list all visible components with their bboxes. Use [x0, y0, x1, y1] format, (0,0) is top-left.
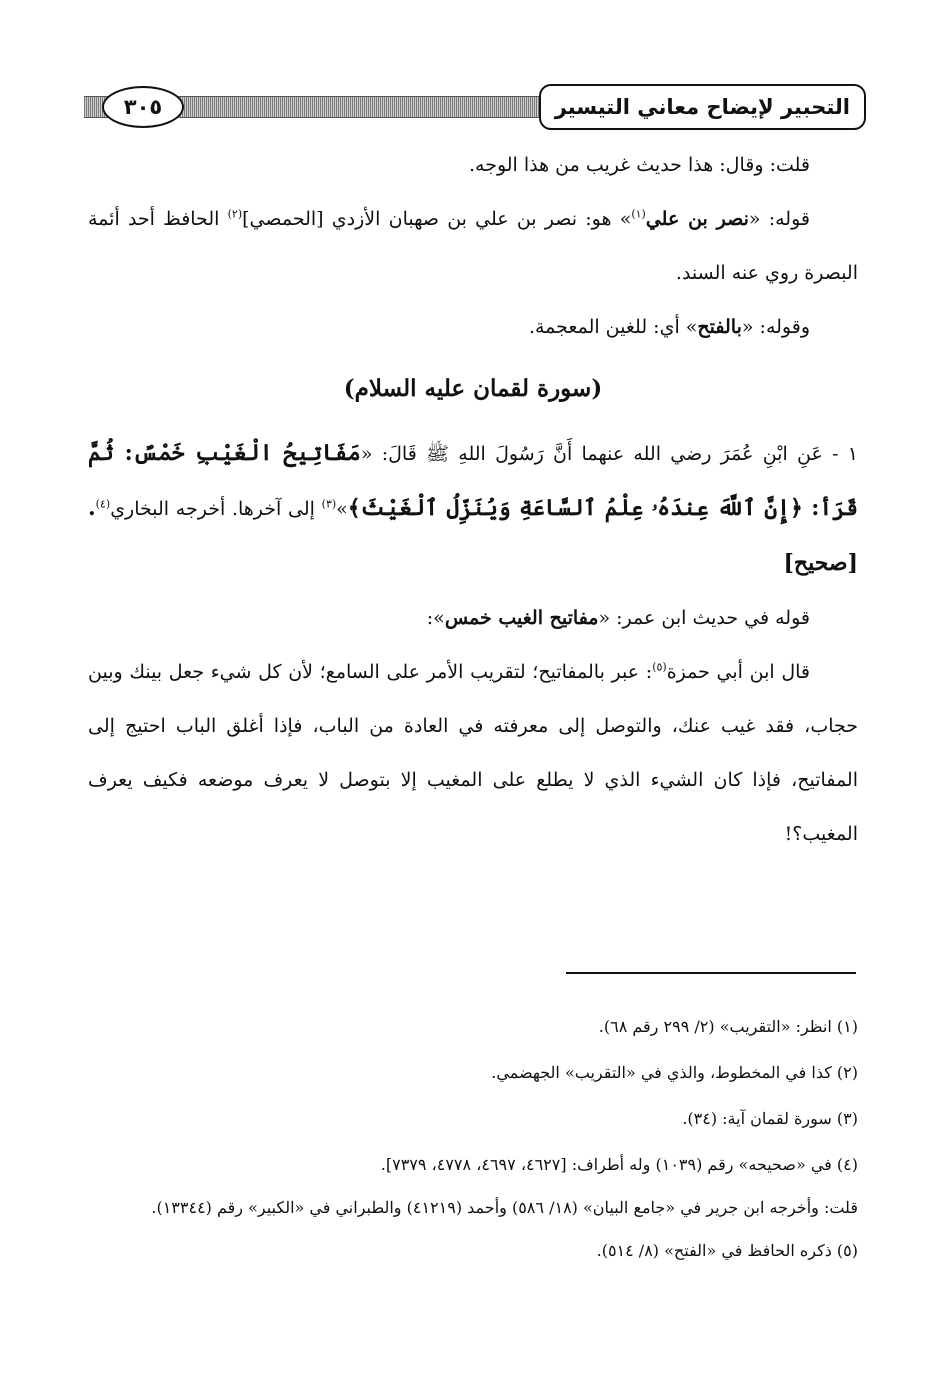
hadith-source: إلى آخرها. أخرجه البخاري [110, 498, 322, 520]
footnote-1: (١) انظر: «التقريب» (٢/ ٢٩٩ رقم ٦٨). [598, 1017, 858, 1036]
footnote-separator [566, 972, 856, 974]
hadith-grade: . [صحيح] [88, 495, 858, 576]
paragraph-2-mid: » هو: نصر بن علي بن صهبان الأزدي [الحمصي] [242, 208, 632, 230]
page-number: ٣٠٥ [102, 86, 184, 128]
paragraph-2-lead: قوله: « [748, 208, 810, 230]
running-header [84, 86, 866, 132]
hadith-close-quote: » [336, 498, 348, 520]
footnote-ref-3[interactable]: (٣) [321, 497, 337, 511]
paragraph-5-lead: قوله في حديث ابن عمر: « [598, 607, 810, 629]
footnote-3: (٣) سورة لقمان آية: (٣٤). [682, 1109, 858, 1128]
paragraph-2-tail: الحافظ أحد أئمة البصرة روي عنه السند. [88, 208, 858, 284]
footnote-5: (٥) ذكره الحافظ في «الفتح» (٨/ ٥١٤). [596, 1241, 858, 1260]
footnotes [88, 1004, 858, 1274]
paragraph-1-text: قلت: وقال: هذا حديث غريب من هذا الوجه. [468, 154, 810, 176]
paragraph-3-tail: » أي: للغين المعجمة. [528, 316, 698, 338]
paragraph-6-text: : عبر بالمفاتيح؛ لتقريب الأمر على السامع؛ لأن كل شيء جعل بينك وبين حجاب، فقد غيب عنك، والتوصل إلى معرفته في العادة من الباب، فإذا أغلق الباب احتيج إلى المفاتيح، فإذا كان الشيء الذي لا يطلع على المغيب إلا بتوصل لا يعرف موضعه فكيف يعرف المغيب؟! [88, 661, 858, 845]
paragraph-2 [88, 192, 858, 300]
paragraph-3-lead: وقوله: « [741, 316, 810, 338]
paragraph-3-term: بالفتح [697, 316, 742, 338]
paragraph-5 [88, 591, 858, 645]
hadith-matn: مَفَاتِيحُ الْغَيْبِ خَمْسٌ: ثُمَّ قَرَأ: ﴿إِنَّ ٱللَّهَ عِندَهُۥ عِلْمُ ٱلسَّاعَةِ وَيُنَزِّلُ ٱلْغَيْثَ﴾ [88, 440, 858, 521]
paragraph-3 [88, 300, 858, 354]
footnote-ref-2[interactable]: (٢) [227, 207, 243, 221]
paragraph-6 [88, 645, 858, 861]
hadith-lead: ١ - عَنِ ابْنِ عُمَرَ رضي الله عنهما أَنَّ رَسُولَ اللهِ ﷺ قَالَ: « [360, 443, 858, 465]
paragraph-6-lead: قال ابن أبي حمزة [666, 661, 810, 683]
surah-heading: (سورة لقمان عليه السلام) [343, 375, 603, 402]
paragraph-1 [88, 138, 858, 192]
footnote-4: (٤) في «صحيحه» رقم (١٠٣٩) وله أطراف: [٤٦٢٧، ٤٦٩٧، ٤٧٧٨، ٧٣٧٩]. [380, 1155, 858, 1174]
footnote-ref-5[interactable]: (٥) [652, 660, 667, 674]
book-title: التحبير لإيضاح معاني التيسير [539, 84, 866, 130]
footnote-ref-4[interactable]: (٤) [95, 497, 111, 511]
paragraph-5-tail: »: [426, 607, 445, 629]
paragraph-5-term: مفاتيح الغيب خمس [444, 607, 599, 629]
paragraph-2-term: نصر بن علي [645, 208, 749, 230]
footnote-4-note: قلت: وأخرجه ابن جرير في «جامع البيان» (١٨/ ٥٨٦) وأحمد (٤١٢١٩) والطبراني في «الكبير» رقم (١٣٣٤٤). [151, 1198, 858, 1217]
footnote-ref-1[interactable]: (١) [631, 207, 646, 221]
hadith-paragraph [88, 426, 858, 591]
main-text [88, 138, 858, 861]
footnote-2: (٢) كذا في المخطوط، والذي في «التقريب» الجهضمي. [491, 1063, 858, 1082]
